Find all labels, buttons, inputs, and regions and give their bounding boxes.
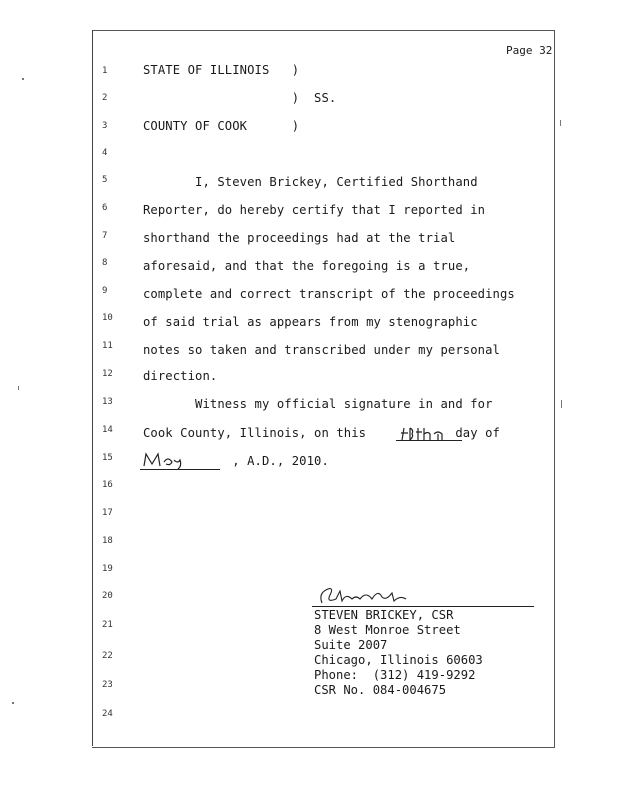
transcript-line: I, Steven Brickey, Certified Shorthand xyxy=(143,175,478,189)
line-number: 15 xyxy=(102,453,113,463)
handwritten-month xyxy=(140,450,196,470)
reporter-address-line1: 8 West Monroe Street xyxy=(314,623,461,637)
scan-speck xyxy=(22,78,24,80)
line-number: 22 xyxy=(102,651,113,661)
line-number: 20 xyxy=(102,591,113,601)
transcript-line: ) SS. xyxy=(143,91,337,105)
line-number: 4 xyxy=(102,148,108,158)
line-number: 6 xyxy=(102,203,108,213)
signature-line xyxy=(312,606,534,607)
line-number: 8 xyxy=(102,258,108,268)
line-number: 17 xyxy=(102,508,113,518)
scan-speck xyxy=(561,400,562,408)
transcript-line: STATE OF ILLINOIS ) xyxy=(143,63,300,77)
page-number: Page 32 xyxy=(506,44,553,57)
line-number: 16 xyxy=(102,480,113,490)
transcript-line: , A.D., 2010. xyxy=(143,454,329,468)
transcript-line: complete and correct transcript of the proceedings xyxy=(143,287,515,301)
transcript-line: Witness my official signature in and for xyxy=(143,397,493,411)
left-margin-rule xyxy=(92,30,93,746)
transcript-line: of said trial as appears from my stenographic xyxy=(143,315,478,329)
line-number: 18 xyxy=(102,536,113,546)
scan-speck xyxy=(560,120,561,126)
transcript-line: direction. xyxy=(143,369,218,383)
reporter-name: STEVEN BRICKEY, CSR xyxy=(314,608,454,622)
reporter-city: Chicago, Illinois 60603 xyxy=(314,653,483,667)
handwritten-day xyxy=(398,424,462,444)
reporter-phone: Phone: (312) 419-9292 xyxy=(314,668,476,682)
reporter-address-line2: Suite 2007 xyxy=(314,638,388,652)
transcript-line: Reporter, do hereby certify that I reported in xyxy=(143,203,486,217)
transcript-line: COUNTY OF COOK ) xyxy=(143,119,300,133)
transcript-line: shorthand the proceedings had at the trial xyxy=(143,231,456,245)
line-number: 21 xyxy=(102,620,113,630)
line-number: 11 xyxy=(102,341,113,351)
line-number: 23 xyxy=(102,680,113,690)
transcript-line: aforesaid, and that the foregoing is a true, xyxy=(143,259,471,273)
line-number: 14 xyxy=(102,425,113,435)
line-number: 1 xyxy=(102,66,108,76)
transcript-line: notes so taken and transcribed under my personal xyxy=(143,343,500,357)
line-number: 13 xyxy=(102,397,113,407)
line-number: 2 xyxy=(102,93,108,103)
line-number: 7 xyxy=(102,231,108,241)
line-number: 12 xyxy=(102,369,113,379)
line-number: 5 xyxy=(102,175,108,185)
scan-speck xyxy=(18,386,19,390)
transcript-line: Cook County, Illinois, on this day of xyxy=(143,426,500,440)
line-number: 3 xyxy=(102,121,108,131)
line-number: 19 xyxy=(102,564,113,574)
line-number: 10 xyxy=(102,313,113,323)
line-number: 9 xyxy=(102,286,108,296)
line-number: 24 xyxy=(102,709,113,719)
reporter-csr-number: CSR No. 084-004675 xyxy=(314,683,447,697)
scan-speck xyxy=(12,702,14,704)
